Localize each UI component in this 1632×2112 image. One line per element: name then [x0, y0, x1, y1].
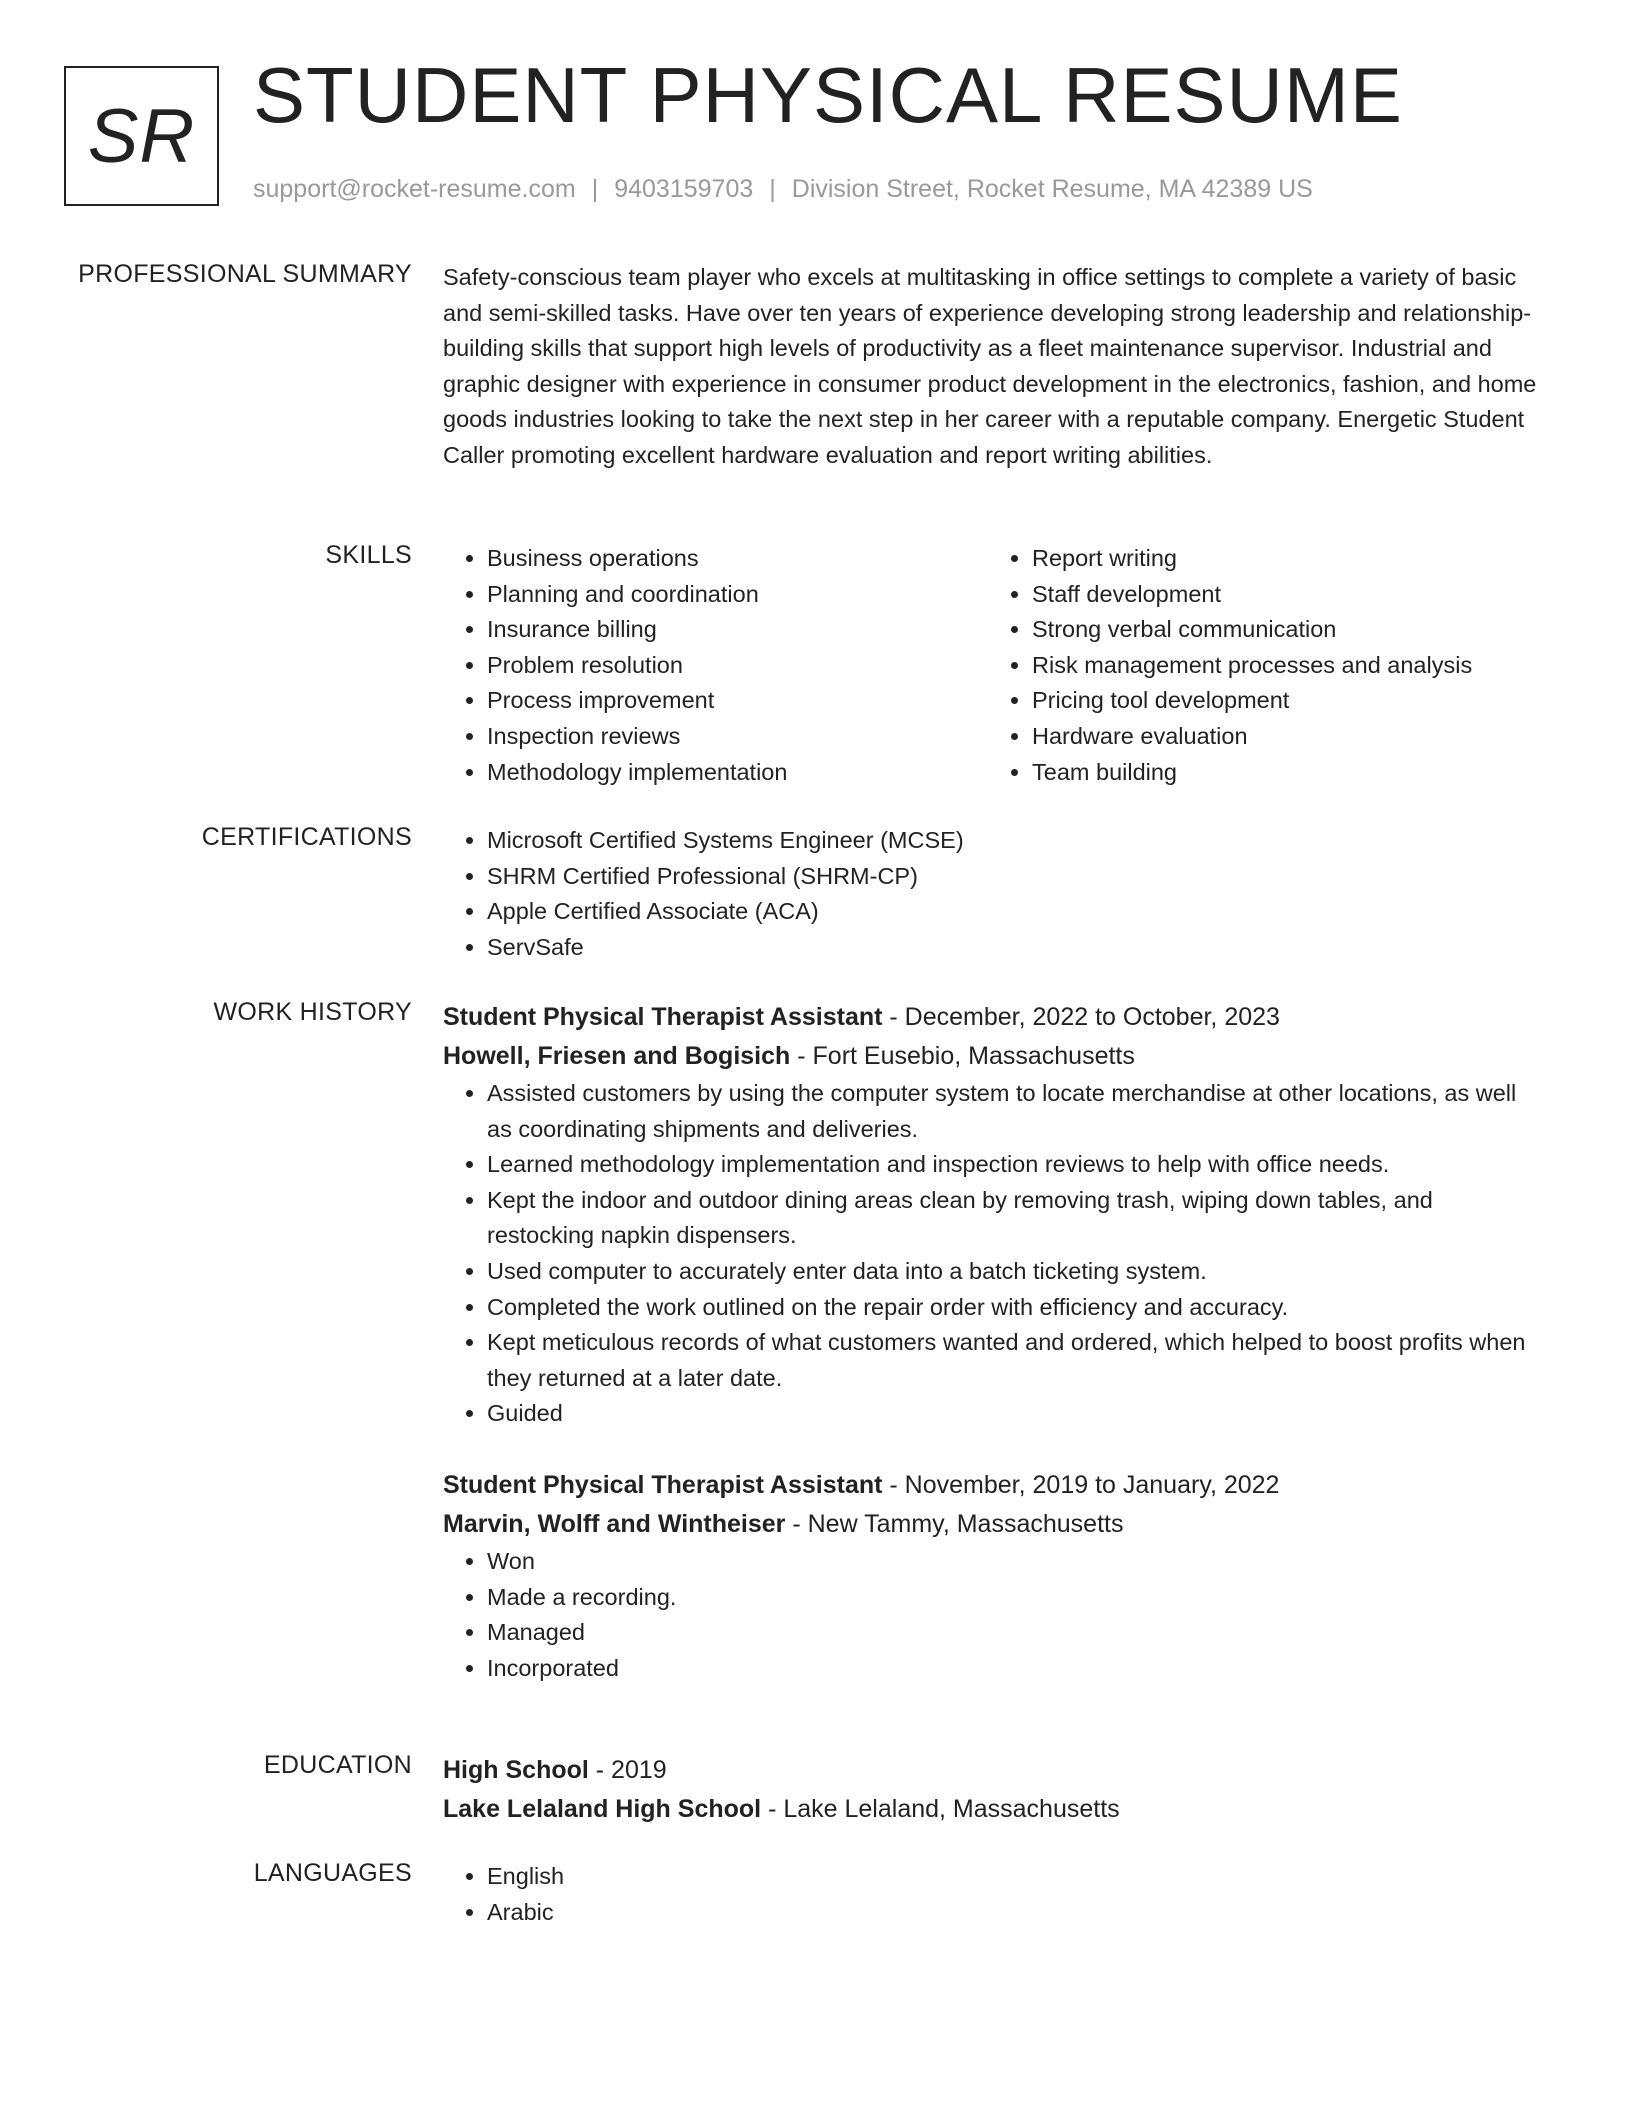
job-company-line [443, 1037, 1543, 1076]
list-item: • Team building [1032, 755, 1533, 791]
job-bullet-list [443, 1076, 1543, 1432]
section-label-skills: SKILLS [325, 541, 412, 569]
education-year: - 2019 [588, 1756, 667, 1784]
contact-email: support@rocket-resume.com [253, 175, 576, 203]
list-item: • Pricing tool development [1032, 683, 1533, 719]
section-label-languages: LANGUAGES [253, 1859, 412, 1887]
list-item: • Insurance billing [487, 612, 988, 648]
job-title-line [443, 1466, 1543, 1505]
languages-list [443, 1859, 1543, 1930]
list-item: • Problem resolution [487, 648, 988, 684]
list-item: • Used computer to accurately enter data into a batch ticketing system. [487, 1254, 1543, 1290]
contact-separator: | [591, 175, 599, 203]
education-school: Lake Lelaland High School [443, 1795, 762, 1823]
education-location: - Lake Lelaland, Massachusetts [761, 1795, 1120, 1823]
list-item: • Learned methodology implementation and inspection reviews to help with office needs. [487, 1147, 1543, 1183]
list-item: • Won [487, 1544, 1543, 1580]
list-item: • Microsoft Certified Systems Engineer (MCSE) [487, 823, 1543, 859]
list-item: • Business operations [487, 541, 988, 577]
list-item: • Risk management processes and analysis [1032, 648, 1533, 684]
list-item: • Inspection reviews [487, 719, 988, 755]
contact-address: Division Street, Rocket Resume, MA 42389 US [791, 175, 1313, 203]
contact-line [253, 175, 1313, 204]
list-item: • SHRM Certified Professional (SHRM-CP) [487, 859, 1543, 895]
job-company: Howell, Friesen and Bogisich [443, 1042, 791, 1070]
section-label-certifications: CERTIFICATIONS [201, 823, 412, 851]
list-item: • Apple Certified Associate (ACA) [487, 894, 1543, 930]
list-item: • Process improvement [487, 683, 988, 719]
job-entry [443, 1466, 1543, 1686]
skills-body [443, 541, 1543, 790]
job-title: Student Physical Therapist Assistant [443, 1003, 883, 1031]
list-item: • Managed [487, 1615, 1543, 1651]
skills-column-left [443, 541, 988, 790]
list-item: • Made a recording. [487, 1580, 1543, 1616]
job-location: - Fort Eusebio, Massachusetts [790, 1042, 1135, 1070]
monogram-initials: SR [87, 93, 196, 179]
monogram-box [64, 66, 219, 206]
job-entry [443, 998, 1543, 1432]
work-history-body [443, 998, 1543, 1686]
list-item: • Guided [487, 1396, 1543, 1432]
certifications-list [443, 823, 1543, 965]
section-label-work-history: WORK HISTORY [213, 998, 412, 1026]
certifications-body [443, 823, 1543, 965]
job-title-line [443, 998, 1543, 1037]
summary-text: Safety-conscious team player who excels at multitasking in office settings to complete a variety of basic and semi-skilled tasks. Have over ten years of experience developing strong leadership and relationship-building skills that support high levels of productivity as a fleet maintenance supervisor. Industrial and graphic designer with experience in consumer product development in the electronics, fashion, and home goods industries looking to take the next step in her career with a reputable company. Energetic Student Caller promoting excellent hardware evaluation and report writing abilities. [443, 264, 1537, 468]
section-label-summary: PROFESSIONAL SUMMARY [78, 260, 412, 288]
education-body [443, 1751, 1543, 1829]
list-item: • English [487, 1859, 1543, 1895]
skills-column-right [988, 541, 1533, 790]
job-location: - New Tammy, Massachusetts [785, 1509, 1124, 1538]
list-item: • Incorporated [487, 1651, 1543, 1687]
section-label-education: EDUCATION [263, 1751, 412, 1779]
contact-phone: 9403159703 [614, 175, 754, 203]
list-item: • Arabic [487, 1895, 1543, 1931]
list-item: • Methodology implementation [487, 755, 988, 791]
education-school-line [443, 1790, 1543, 1829]
list-item: • Strong verbal communication [1032, 612, 1533, 648]
list-item: • Report writing [1032, 541, 1533, 577]
list-item: • Planning and coordination [487, 577, 988, 613]
list-item: • Completed the work outlined on the repair order with efficiency and accuracy. [487, 1290, 1543, 1326]
job-dates: - November, 2019 to January, 2022 [882, 1470, 1280, 1499]
list-item: • Staff development [1032, 577, 1533, 613]
list-item: • Kept the indoor and outdoor dining areas clean by removing trash, wiping down tables, and restocking napkin dispensers. [487, 1183, 1543, 1254]
skills-list-right [988, 541, 1533, 790]
education-degree: High School [443, 1756, 589, 1784]
job-dates: - December, 2022 to October, 2023 [882, 1003, 1280, 1031]
job-company-line [443, 1505, 1543, 1544]
skills-list-left [443, 541, 988, 790]
languages-body [443, 1859, 1543, 1930]
job-company: Marvin, Wolff and Wintheiser [443, 1509, 786, 1538]
job-title: Student Physical Therapist Assistant [443, 1470, 883, 1499]
resume-name: STUDENT PHYSICAL RESUME [253, 51, 1403, 139]
education-degree-line [443, 1751, 1543, 1790]
list-item: • ServSafe [487, 930, 1543, 966]
contact-separator: | [769, 175, 776, 203]
list-item: • Hardware evaluation [1032, 719, 1533, 755]
summary-body [443, 260, 1543, 474]
list-item: • Assisted customers by using the computer system to locate merchandise at other locations, as well as coordinating shipments and deliveries. [487, 1076, 1543, 1147]
job-bullet-list [443, 1544, 1543, 1686]
list-item: • Kept meticulous records of what customers wanted and ordered, which helped to boost profits when they returned at a later date. [487, 1325, 1543, 1396]
